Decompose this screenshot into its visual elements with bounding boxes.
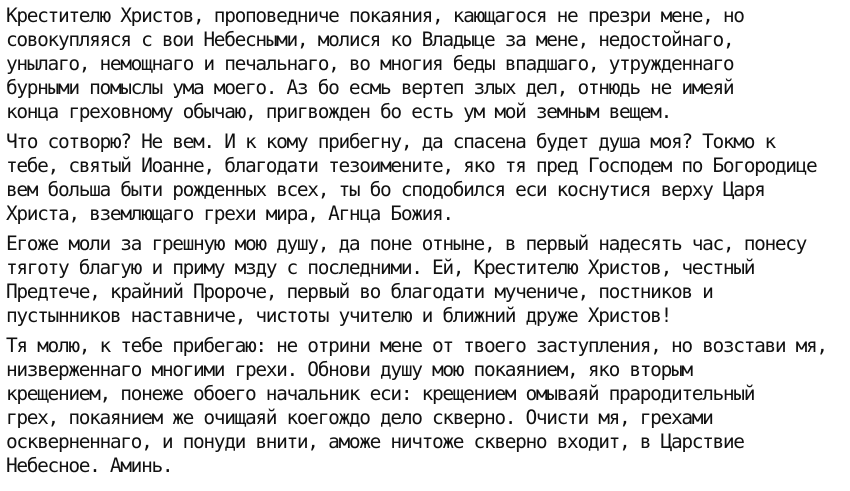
text-line: Что сотворю? Не вем. И к кому прибегну, да спасена будет душа моя? Токмо к — [6, 130, 775, 153]
text-line: низверженнаго многими грехи. Обнови душу мою покаянием, яко вторым — [6, 358, 692, 381]
text-line: конца греховному обычаю, пригвожден бо есть ум мой земным вещем. — [6, 100, 671, 123]
text-line: Егоже моли за грешную мою душу, да поне отныне, в первый надесять час, понесу — [6, 232, 807, 255]
text-line: Тя молю, к тебе прибегаю: не отрини мене от твоего заступления, но возстави мя, — [6, 334, 827, 357]
text-line: Крестителю Христов, проповедниче покаяния, кающагося не презри мене, но — [6, 4, 744, 27]
paragraph-4 — [6, 334, 844, 478]
paragraph-2 — [6, 130, 844, 226]
text-line: тебе, святый Иоанне, благодати тезоимените, яко тя пред Господем по Богородице — [6, 154, 817, 177]
text-line: оскверненнаго, и понуди внити, аможе ничтоже скверно входит, в Царствие — [6, 430, 744, 453]
text-line: Небесное. Аминь. — [6, 454, 173, 477]
text-line: унылаго, немощнаго и печальнаго, во многия беды впадшаго, утружденнаго — [6, 52, 734, 75]
text-line: совокупляяся с вои Небесными, молися ко Владыце за мене, недостойнаго, — [6, 28, 734, 51]
text-line: пустынников наставниче, чистоты учителю и ближний друже Христов! — [6, 304, 671, 327]
text-line: бурными помыслы ума моего. Аз бо есмь вертеп злых дел, отнюдь не имеяй — [6, 76, 734, 99]
text-line: Христа, вземлющаго грехи мира, Агнца Божия. — [6, 202, 453, 225]
paragraph-3 — [6, 232, 844, 328]
paragraph-1 — [6, 4, 844, 124]
text-line: вем больша быти рожденных всех, ты бо сподобился еси коснутися верху Царя — [6, 178, 765, 201]
text-line: грех, покаянием же очищаяй коегождо дело скверно. Очисти мя, грехами — [6, 406, 713, 429]
text-line: Предтече, крайний Пророче, первый во благодати мучениче, постников и — [6, 280, 713, 303]
text-line: тяготу благую и приму мзду с последними. Ей, Крестителю Христов, честный — [6, 256, 755, 279]
text-line: крещением, понеже обоего начальник еси: крещением омываяй прародительный — [6, 382, 755, 405]
